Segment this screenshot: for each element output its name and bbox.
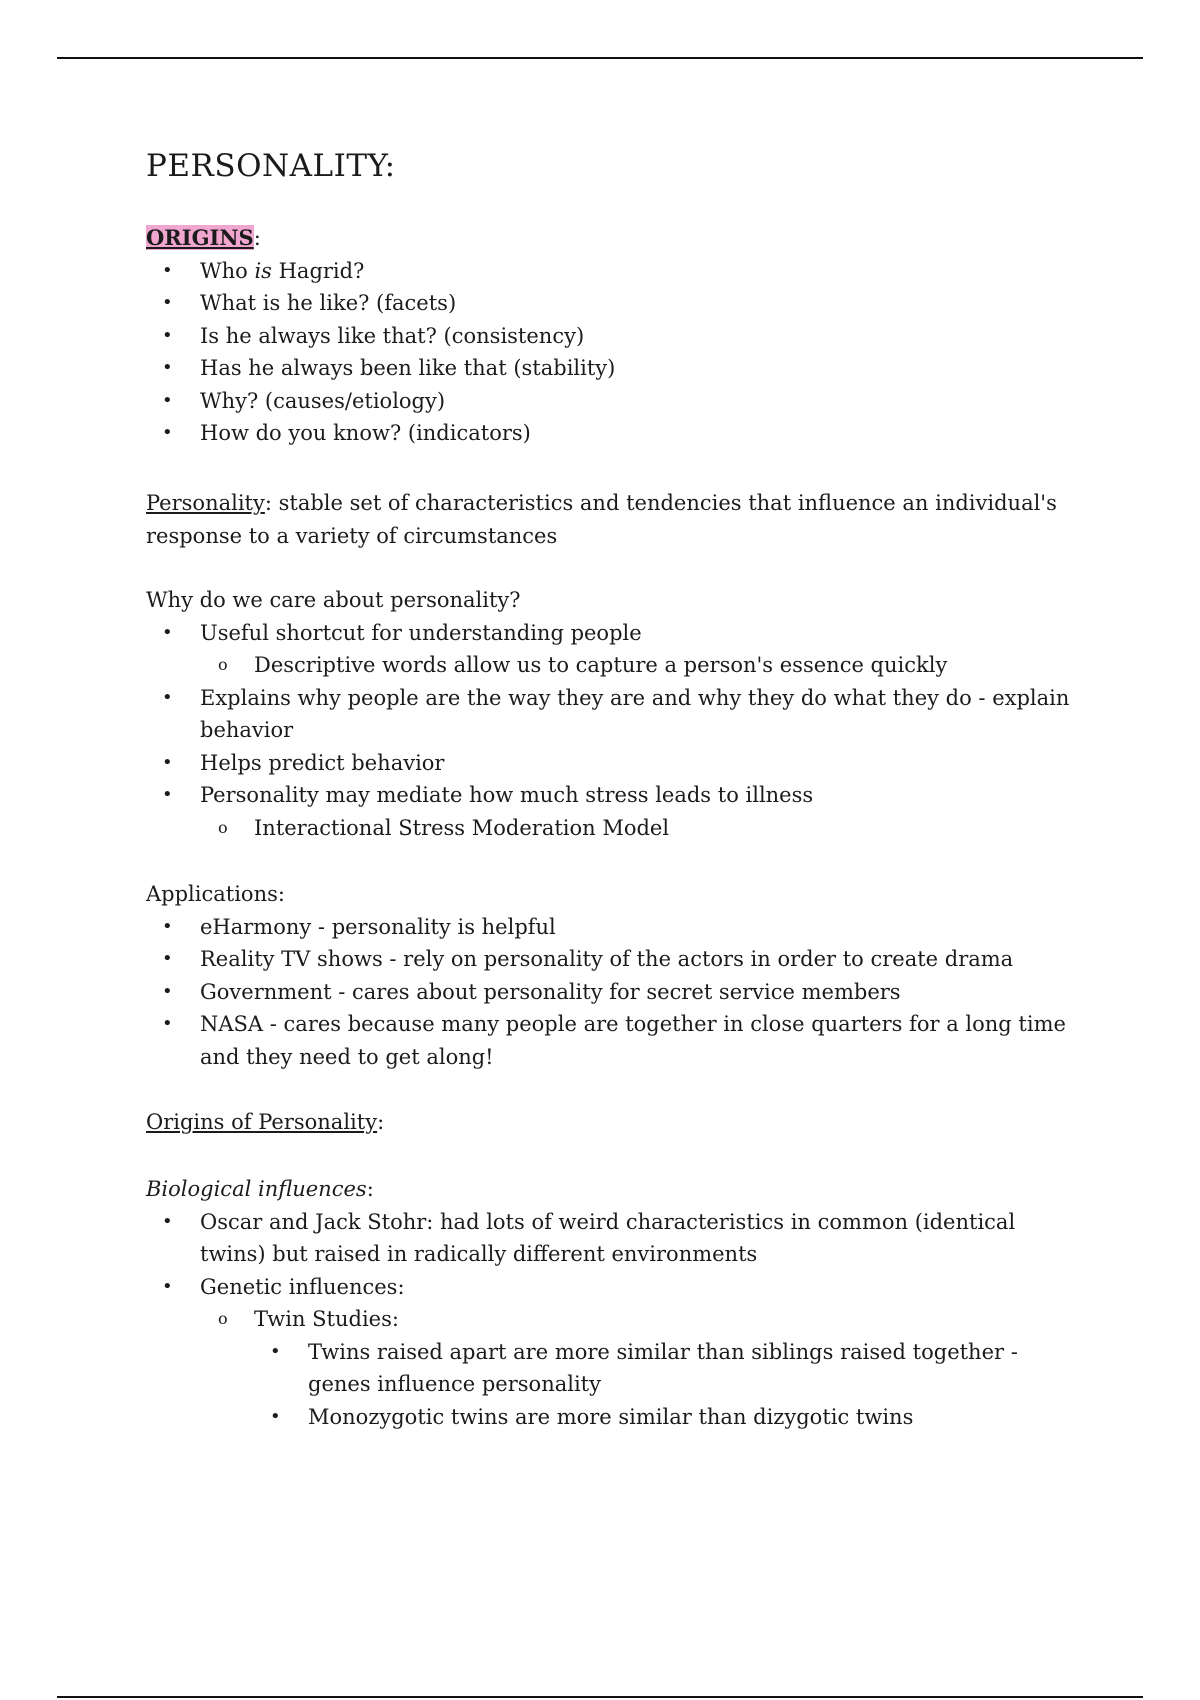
list-item bbox=[146, 255, 1086, 288]
bullet-icon: • bbox=[162, 357, 173, 378]
bullet-icon: • bbox=[270, 1405, 281, 1427]
list-item bbox=[146, 1008, 1086, 1073]
list-item bbox=[146, 1206, 1086, 1271]
bullet-icon: • bbox=[162, 621, 173, 643]
why-heading: Why do we care about personality? bbox=[146, 588, 521, 612]
bullet-icon: • bbox=[162, 784, 173, 805]
applications-list bbox=[146, 911, 1086, 1074]
item-text: Why? (causes/etiology) bbox=[200, 388, 446, 413]
list-item bbox=[146, 385, 1086, 418]
bullet-icon: • bbox=[162, 422, 173, 443]
why-section bbox=[146, 584, 1086, 844]
why-list bbox=[146, 617, 1086, 845]
item-text: Interactional Stress Moderation Model bbox=[254, 815, 670, 840]
item-text: Oscar and Jack Stohr: had lots of weird characteristics in common (identical twins) but raised in radically different environments bbox=[200, 1209, 1016, 1266]
list-item bbox=[146, 1336, 1086, 1401]
list-item bbox=[146, 617, 1086, 650]
applications-section bbox=[146, 878, 1086, 1073]
item-emphasis: is bbox=[254, 258, 272, 283]
item-text: Is he always like that? (consistency) bbox=[200, 323, 585, 348]
origins-section bbox=[146, 222, 1086, 450]
heading-colon: : bbox=[366, 1177, 374, 1201]
circle-bullet-icon: o bbox=[218, 655, 228, 674]
list-item bbox=[146, 976, 1086, 1009]
circle-bullet-icon: o bbox=[218, 817, 228, 837]
item-text: Who bbox=[200, 258, 255, 283]
item-text: Useful shortcut for understanding people bbox=[200, 620, 642, 645]
list-item bbox=[146, 747, 1086, 780]
bullet-icon: • bbox=[162, 1013, 173, 1034]
biological-heading: Biological influences bbox=[146, 1177, 367, 1201]
origins-colon: : bbox=[253, 226, 261, 250]
item-text: Hagrid? bbox=[271, 258, 365, 283]
list-item bbox=[146, 287, 1086, 320]
list-item bbox=[146, 417, 1086, 450]
item-text: Twin Studies: bbox=[254, 1307, 399, 1331]
definition-text: : stable set of characteristics and tendencies that influence an individual's response to a variety of circumstances bbox=[146, 491, 1057, 548]
list-item bbox=[146, 1271, 1086, 1304]
bullet-icon: • bbox=[162, 915, 173, 937]
list-item bbox=[146, 352, 1086, 385]
bullet-icon: • bbox=[162, 1275, 173, 1297]
origins-heading: ORIGINS bbox=[146, 225, 254, 250]
item-text: Government - cares about personality for secret service members bbox=[200, 979, 901, 1004]
bullet-icon: • bbox=[162, 1210, 173, 1232]
origins-of-personality-label: Origins of Personality bbox=[146, 1110, 378, 1134]
list-item bbox=[146, 911, 1086, 944]
bottom-rule bbox=[57, 1696, 1143, 1698]
list-item bbox=[146, 649, 1086, 682]
bullet-icon: • bbox=[162, 324, 173, 346]
biological-heading-line bbox=[146, 1173, 1086, 1206]
origins-of-personality-heading bbox=[146, 1106, 1086, 1139]
bullet-icon: • bbox=[162, 292, 173, 313]
item-text: Genetic influences: bbox=[200, 1274, 405, 1299]
list-item bbox=[146, 320, 1086, 353]
list-item bbox=[146, 779, 1086, 812]
item-text: Helps predict behavior bbox=[200, 750, 445, 775]
bullet-icon: • bbox=[162, 259, 173, 281]
item-text: What is he like? (facets) bbox=[200, 291, 457, 315]
item-text: eHarmony - personality is helpful bbox=[200, 914, 556, 939]
item-text: Explains why people are the way they are and why they do what they do - explain behavior bbox=[200, 685, 1070, 742]
item-text: How do you know? (indicators) bbox=[200, 421, 531, 445]
biological-section bbox=[146, 1173, 1086, 1433]
list-item bbox=[146, 943, 1086, 976]
item-text: Twins raised apart are more similar than siblings raised together - genes influence personality bbox=[308, 1339, 1018, 1396]
bullet-icon: • bbox=[162, 980, 173, 1002]
list-item bbox=[146, 812, 1086, 845]
origins-heading-line bbox=[146, 222, 1086, 255]
list-item bbox=[146, 1303, 1086, 1336]
page-title: PERSONALITY: bbox=[146, 148, 396, 184]
item-text: NASA - cares because many people are together in close quarters for a long time and they need to get along! bbox=[200, 1012, 1066, 1069]
item-text: Reality TV shows - rely on personality of the actors in order to create drama bbox=[200, 947, 1014, 971]
bullet-icon: • bbox=[270, 1340, 281, 1362]
list-item bbox=[146, 682, 1086, 747]
circle-bullet-icon: o bbox=[218, 1309, 228, 1328]
origins-list bbox=[146, 255, 1086, 450]
personality-definition bbox=[146, 487, 1086, 552]
bullet-icon: • bbox=[162, 389, 173, 411]
list-item bbox=[146, 1401, 1086, 1434]
applications-heading: Applications: bbox=[146, 882, 285, 906]
bullet-icon: • bbox=[162, 686, 173, 708]
item-text: Has he always been like that (stability) bbox=[200, 356, 616, 380]
item-text: Personality may mediate how much stress leads to illness bbox=[200, 783, 814, 807]
item-text: Monozygotic twins are more similar than dizygotic twins bbox=[308, 1404, 914, 1429]
bullet-icon: • bbox=[162, 751, 173, 773]
heading-colon: : bbox=[377, 1110, 385, 1134]
biological-list bbox=[146, 1206, 1086, 1434]
top-rule bbox=[57, 57, 1143, 59]
item-text: Descriptive words allow us to capture a person's essence quickly bbox=[254, 653, 948, 677]
definition-term: Personality bbox=[146, 491, 265, 515]
bullet-icon: • bbox=[162, 948, 173, 969]
